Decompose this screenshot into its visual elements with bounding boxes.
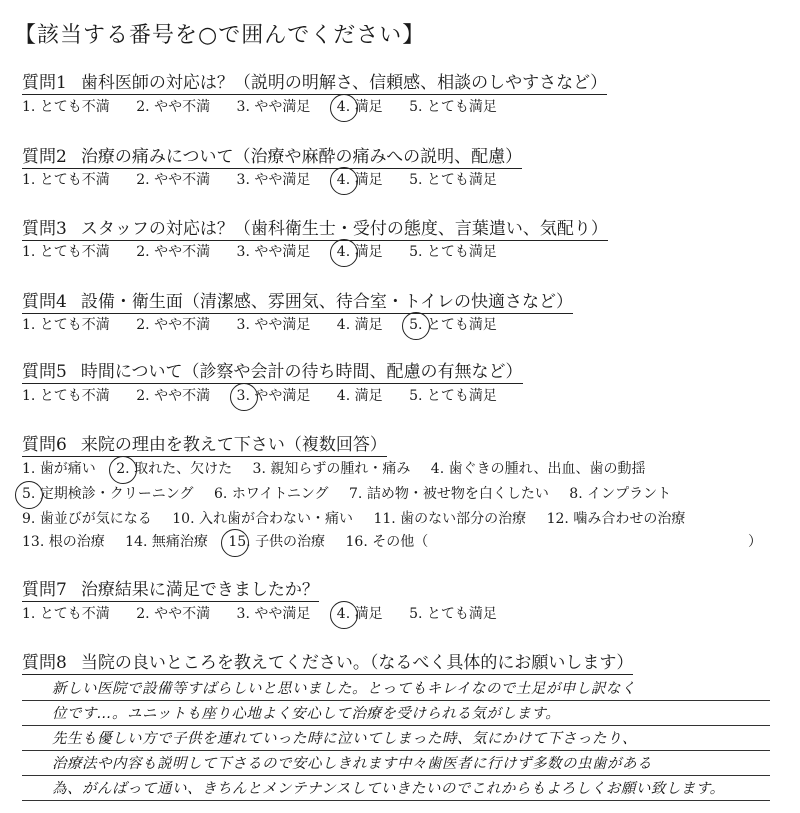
question-6-text: 来院の理由を教えて下さい（複数回答） [80, 435, 387, 455]
question-5-options [22, 385, 519, 405]
q2-option-3[interactable]: 3. やや満足 [236, 172, 311, 188]
question-1-label: 質問1 [22, 73, 67, 93]
answer-line [22, 751, 770, 776]
q6-option-10[interactable]: 10. 入れ歯が合わない・痛い [172, 511, 353, 527]
q6-option-15-circled[interactable]: 15. 子供の治療 [228, 534, 326, 550]
answer-text: 先生も優しい方で子供を連れていった時に泣いてしまった時、気にかけて下さったり、 [52, 731, 637, 747]
question-3-options [22, 241, 519, 261]
q2-option-2[interactable]: 2. やや不満 [136, 172, 211, 188]
q7-option-3[interactable]: 3. やや満足 [236, 606, 311, 622]
question-8-title [22, 648, 633, 675]
q6-option-3[interactable]: 3. 親知らずの腫れ・痛み [252, 461, 411, 477]
q1-option-3[interactable]: 3. やや満足 [236, 99, 311, 115]
question-6-row-2 [22, 483, 687, 503]
q5-option-2[interactable]: 2. やや不満 [136, 388, 211, 404]
q1-option-1[interactable]: 1. とても不満 [22, 99, 110, 115]
q4-option-1[interactable]: 1. とても不満 [22, 317, 110, 333]
q3-option-4-circled[interactable]: 4. 満足 [336, 244, 383, 260]
question-1-options [22, 96, 519, 116]
question-1-title [22, 68, 607, 95]
q1-option-5[interactable]: 5. とても満足 [409, 99, 497, 115]
q6-option-1[interactable]: 1. 歯が痛い [22, 461, 96, 477]
question-3-text: スタッフの対応は？（歯科衛生士・受付の態度、言葉遣い、気配り） [80, 219, 608, 239]
q6-option-8[interactable]: 8. インプラント [569, 486, 672, 502]
q3-option-3[interactable]: 3. やや満足 [236, 244, 311, 260]
question-8-text: 当院の良いところを教えてください。（なるべく具体的にお願いします） [80, 653, 634, 673]
q5-option-3-circled[interactable]: 3. やや満足 [236, 388, 311, 404]
q5-option-4[interactable]: 4. 満足 [336, 388, 383, 404]
q6-other-close-paren: ） [748, 534, 762, 550]
q6-option-7[interactable]: 7. 詰め物・被せ物を白くしたい [349, 486, 549, 502]
question-7-options [22, 603, 519, 623]
q5-option-5[interactable]: 5. とても満足 [409, 388, 497, 404]
answer-text: 位です…。ユニットも座り心地よく安心して治療を受けられる気がします。 [52, 706, 561, 722]
q6-option-6[interactable]: 6. ホワイトニング [214, 486, 329, 502]
question-6-label: 質問6 [22, 435, 67, 455]
q7-option-2[interactable]: 2. やや不満 [136, 606, 211, 622]
answer-text: 為、がんばって通い、きちんとメンテナンスしていきたいのでこれからもよろしくお願い致します。 [52, 781, 725, 797]
q6-option-11[interactable]: 11. 歯のない部分の治療 [373, 511, 527, 527]
q7-option-5[interactable]: 5. とても満足 [409, 606, 497, 622]
question-2-options [22, 169, 519, 189]
q6-option-16-other[interactable]: 16. その他（ [345, 534, 429, 550]
question-5-label: 質問5 [22, 362, 67, 382]
question-5-text: 時間について（診察や会計の待ち時間、配慮の有無など） [80, 362, 523, 382]
answer-line [22, 776, 770, 801]
q6-option-9[interactable]: 9. 歯並びが気になる [22, 511, 152, 527]
question-7-title [22, 575, 319, 602]
q1-option-2[interactable]: 2. やや不満 [136, 99, 211, 115]
q2-option-1[interactable]: 1. とても不満 [22, 172, 110, 188]
q3-option-5[interactable]: 5. とても満足 [409, 244, 497, 260]
question-2-label: 質問2 [22, 147, 67, 167]
question-4-text: 設備・衛生面（清潔感、雰囲気、待合室・トイレの快適さなど） [80, 292, 573, 312]
q3-option-2[interactable]: 2. やや不満 [136, 244, 211, 260]
q2-option-5[interactable]: 5. とても満足 [409, 172, 497, 188]
answer-text: 新しい医院で設備等すばらしいと思いました。とってもキレイなので土足が申し訳なく [52, 681, 636, 697]
question-5-title [22, 357, 523, 384]
answer-line [22, 726, 770, 751]
question-6-title [22, 430, 387, 457]
question-4-label: 質問4 [22, 292, 67, 312]
q5-option-1[interactable]: 1. とても不満 [22, 388, 110, 404]
question-1-text: 歯科医師の対応は？（説明の明解さ、信頼感、相談のしやすさなど） [80, 73, 608, 93]
q7-option-4-circled[interactable]: 4. 満足 [336, 606, 383, 622]
q7-option-1[interactable]: 1. とても不満 [22, 606, 110, 622]
q6-option-14[interactable]: 14. 無痛治療 [125, 534, 208, 550]
form-header: 【該当する番号を○で囲んでください】 [14, 23, 426, 48]
q3-option-1[interactable]: 1. とても不満 [22, 244, 110, 260]
q4-option-2[interactable]: 2. やや不満 [136, 317, 211, 333]
q4-option-5-circled[interactable]: 5. とても満足 [409, 317, 497, 333]
question-6-row-4 [22, 531, 444, 551]
question-6-row-1 [22, 458, 661, 478]
q6-option-12[interactable]: 12. 噛み合わせの治療 [546, 511, 686, 527]
question-4-options [22, 314, 519, 334]
q4-option-4[interactable]: 4. 満足 [336, 317, 383, 333]
question-7-text: 治療結果に満足できましたか？ [80, 580, 319, 600]
question-2-title [22, 142, 522, 169]
answer-line [22, 701, 770, 726]
question-3-label: 質問3 [22, 219, 67, 239]
question-3-title [22, 214, 608, 241]
question-8-label: 質問8 [22, 653, 67, 673]
q4-option-3[interactable]: 3. やや満足 [236, 317, 311, 333]
answer-line [22, 676, 770, 701]
q6-option-13[interactable]: 13. 根の治療 [22, 534, 105, 550]
question-7-label: 質問7 [22, 580, 67, 600]
q2-option-4-circled[interactable]: 4. 満足 [336, 172, 383, 188]
q6-option-2-circled[interactable]: 2. 取れた、欠けた [116, 461, 233, 477]
question-4-title [22, 287, 573, 314]
question-2-text: 治療の痛みについて（治療や麻酔の痛みへの説明、配慮） [80, 147, 523, 167]
answer-text: 治療法や内容も説明して下さるので安心しきれます中々歯医者に行けず多数の虫歯がある [52, 756, 652, 772]
q1-option-4-circled[interactable]: 4. 満足 [336, 99, 383, 115]
q6-option-5-circled[interactable]: 5. 定期検診・クリーニング [22, 486, 194, 502]
question-6-row-3 [22, 508, 701, 528]
q6-option-4[interactable]: 4. 歯ぐきの腫れ、出血、歯の動揺 [430, 461, 646, 477]
q8-handwritten-answer[interactable] [22, 676, 770, 801]
